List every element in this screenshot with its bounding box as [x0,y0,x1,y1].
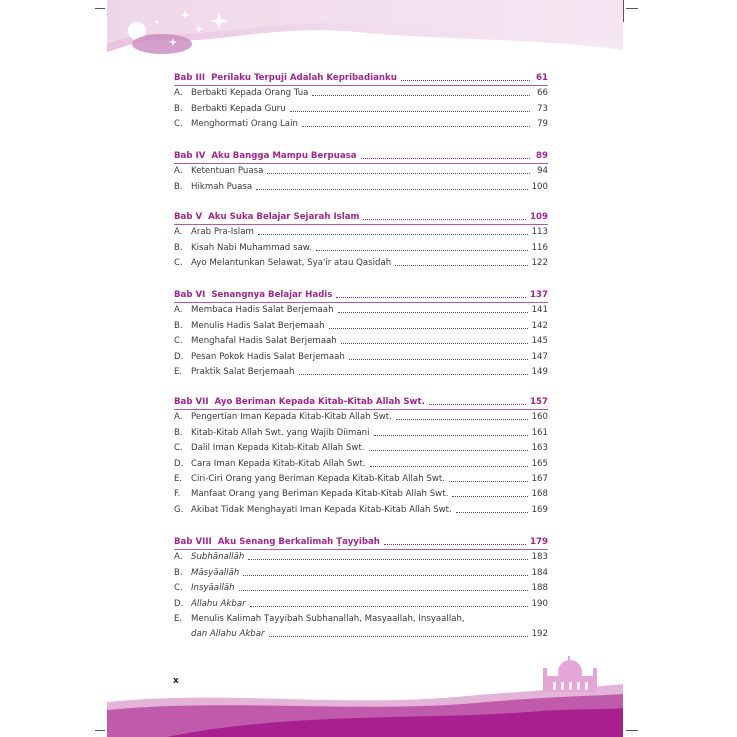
header-decoration [107,0,623,58]
dot-leader [452,496,527,497]
toc-item-page: 161 [531,427,548,438]
dot-leader [250,606,528,607]
chapter-title [174,212,359,223]
crop-mark [95,730,105,731]
toc-item [174,456,548,470]
toc-item-page: 142 [531,320,548,331]
toc-item-letter: A. [174,412,183,423]
toc-item-letter: C. [174,583,183,594]
toc-item-title: Pengertian Iman Kepada Kitab-Kitab Allah Swt. [191,412,392,423]
toc-item-page: 184 [531,567,548,578]
toc-item-letter: A. [174,88,183,99]
toc-item-title: Dalil Iman Kepada Kitab-Kitab Allah Swt. [191,443,365,454]
toc-item-title: Ayo Melantunkan Selawat, Sya'ir atau Qasidah [191,258,392,269]
toc-item-page: 79 [537,119,548,130]
chapter-label: Bab IV [174,151,206,161]
toc-item-letter: C. [174,119,183,130]
toc-item [174,502,548,516]
chapter-row [174,209,548,223]
toc-item-letter: C. [174,443,183,454]
chapter-label: Bab V [174,212,203,222]
chapter-page: 109 [530,212,548,222]
dot-leader [248,559,527,560]
toc-item [174,486,548,500]
chapter-label: Bab VII [174,397,209,407]
toc-item-page: 192 [531,629,548,640]
toc-item-letter: A. [174,166,183,177]
toc-item-title: Arab Pra-Islam [191,227,254,238]
dot-leader [258,234,528,235]
chapter-row [174,148,548,162]
toc-item-letter: E. [174,474,183,484]
toc-item-page: 168 [531,489,548,500]
toc-item [174,240,548,254]
dot-leader [349,359,528,360]
chapter-row [174,287,548,301]
toc-item-title: Menghafal Hadis Salat Berjemaah [191,336,337,347]
chapter-row [174,534,548,548]
dot-leader [256,189,527,190]
chapter-name: Aku Suka Belajar Sejarah Islam [208,212,360,222]
toc-item-title: Ketentuan Puasa [191,166,264,177]
dot-leader [401,80,530,81]
toc-item-title: Menulis Kalimah Ṭayyibah Subhanallah, Masyaallah, Insyaallah, [191,614,465,624]
toc-item-title: Berbakti Kepada Orang Tua [191,88,309,99]
toc-item [174,364,548,378]
toc-item-page: 100 [531,181,548,192]
dot-leader [338,312,528,313]
toc-item-letter: E. [174,367,183,377]
toc-item [174,425,548,439]
toc-item-letter: B. [174,427,183,438]
toc-item [174,549,548,563]
chapter-page: 157 [530,397,548,407]
toc-item [174,333,548,347]
toc-item [174,440,548,454]
toc-item-page: 190 [531,598,548,609]
dot-leader [243,575,527,576]
dot-leader [384,544,526,545]
toc-item-page: 183 [531,552,548,563]
toc-item-letter: F. [174,489,181,500]
toc-item-page: 113 [531,227,548,238]
chapter-label: Bab VI [174,290,206,300]
toc-item-title: Manfaat Orang yang Beriman Kepada Kitab-Kitab Allah Swt. [191,489,449,500]
chapter-title [174,151,357,162]
toc-item [174,179,548,193]
toc-item [174,101,548,115]
toc-item [174,565,548,579]
toc-item [174,163,548,177]
toc-item-page: 66 [537,88,548,99]
toc-item-letter: D. [174,351,184,362]
chapter-label: Bab III [174,73,206,83]
chapter-name: Aku Senang Berkalimah Ṭayyibah [217,537,380,547]
toc-item [174,255,548,269]
page-number: x [173,676,179,686]
toc-item-page: 116 [531,242,548,253]
toc-item-title: Allahu Akbar [191,598,246,609]
toc-item-title: Praktik Salat Berjemaah [191,367,295,377]
toc-item-title: Ciri-Ciri Orang yang Beriman Kepada Kitab-Kitab Allah Swt. [191,474,445,484]
dot-leader [299,374,528,375]
chapter-name: Senangnya Belajar Hadis [211,290,333,300]
toc-item-title: Kitab-Kitab Allah Swt. yang Wajib Diimani [191,427,370,438]
dot-leader [239,590,528,591]
chapter-page: 89 [536,151,548,161]
chapter-title [174,290,332,301]
toc-item-letter: C. [174,258,183,269]
toc-item [174,596,548,610]
chapter-page: 179 [530,537,548,547]
toc-item [174,318,548,332]
toc-item-title: Pesan Pokok Hadis Salat Berjemaah [191,351,345,362]
chapter-title [174,73,397,84]
toc-item [174,85,548,99]
toc-item [174,626,548,640]
dot-leader [269,636,528,637]
toc-item-letter: D. [174,458,184,469]
dot-leader [329,328,528,329]
dot-leader [369,450,528,451]
toc-item-letter: D. [174,598,184,609]
toc-item [174,580,548,594]
toc-item-page: 141 [531,305,548,316]
crop-mark [95,8,105,9]
chapter-row [174,394,548,408]
chapter-row [174,70,548,84]
crop-mark [626,730,638,731]
toc-item-title: Menghormati Orang Lain [191,119,298,130]
dot-leader [312,95,530,96]
toc-item-letter: C. [174,336,183,347]
chapter-name: Perilaku Terpuji Adalah Kepribadianku [211,73,397,83]
chapter-title [174,397,425,408]
toc-item-title: Membaca Hadis Salat Berjemaah [191,305,334,316]
dot-leader [316,250,528,251]
toc-item [174,349,548,363]
toc-item-letter: B. [174,103,183,114]
toc-item-page: 165 [531,458,548,469]
toc-item-page: 149 [531,367,548,377]
toc-item-title: Menulis Hadis Salat Berjemaah [191,320,325,331]
toc-item-letter: G. [174,504,184,515]
toc-item-title: Cara Iman Kepada Kitab-Kitab Allah Swt. [191,458,366,469]
toc-item-title: Māsyāallāh [191,567,240,578]
chapter-page: 61 [536,73,548,83]
toc-item [174,116,548,130]
toc-item-page: 163 [531,443,548,454]
toc-item-letter: A. [174,552,183,563]
toc-item-page: 94 [537,166,548,177]
toc-item-page: 147 [531,351,548,362]
dot-leader [336,297,526,298]
dot-leader [429,404,526,405]
toc-item-page: 73 [537,103,548,114]
toc-item-page: 160 [531,412,548,423]
toc-item [174,302,548,316]
toc-item-title: Insyāallāh [191,583,235,594]
dot-leader [374,435,528,436]
chapter-name: Aku Bangga Mampu Berpuasa [211,151,357,161]
dot-leader [449,481,528,482]
dot-leader [290,111,530,112]
toc-item [174,611,548,625]
chapter-name: Ayo Beriman Kepada Kitab-Kitab Allah Swt. [214,397,425,407]
toc-item-page: 167 [531,474,548,484]
toc-item-title: Kisah Nabi Muhammad saw. [191,242,312,253]
toc-item-letter: B. [174,320,183,331]
toc-item-title: Subhānallāh [191,552,245,563]
toc-item-title: Akibat Tidak Menghayati Iman Kepada Kitab-Kitab Allah Swt. [191,504,452,515]
crop-mark [626,8,638,9]
toc-item-letter: E. [174,614,183,624]
dot-leader [396,419,528,420]
dot-leader [395,265,527,266]
footer-decoration [107,650,623,737]
toc-item-title: Berbakti Kepada Guru [191,103,286,114]
dot-leader [363,219,526,220]
toc-item-page: 169 [531,504,548,515]
dot-leader [370,466,528,467]
toc-item [174,409,548,423]
toc-item-title: Hikmah Puasa [191,181,253,192]
toc-item-page: 188 [531,583,548,594]
chapter-page: 137 [530,290,548,300]
toc-item-title: dan Allahu Akbar [191,629,265,640]
toc-item-letter: B. [174,181,183,192]
crop-mark [623,0,624,22]
dot-leader [267,173,530,174]
toc-item-letter: B. [174,567,183,578]
dot-leader [302,126,530,127]
toc-item-letter: B. [174,242,183,253]
toc-item-page: 122 [531,258,548,269]
toc-item [174,471,548,485]
toc-item-page: 145 [531,336,548,347]
dot-leader [456,512,528,513]
toc-item [174,224,548,238]
dot-leader [361,158,530,159]
chapter-title [174,537,380,548]
toc-item-letter: A. [174,305,183,316]
toc-item-letter: A. [174,227,183,238]
dot-leader [341,343,528,344]
chapter-label: Bab VIII [174,537,212,547]
